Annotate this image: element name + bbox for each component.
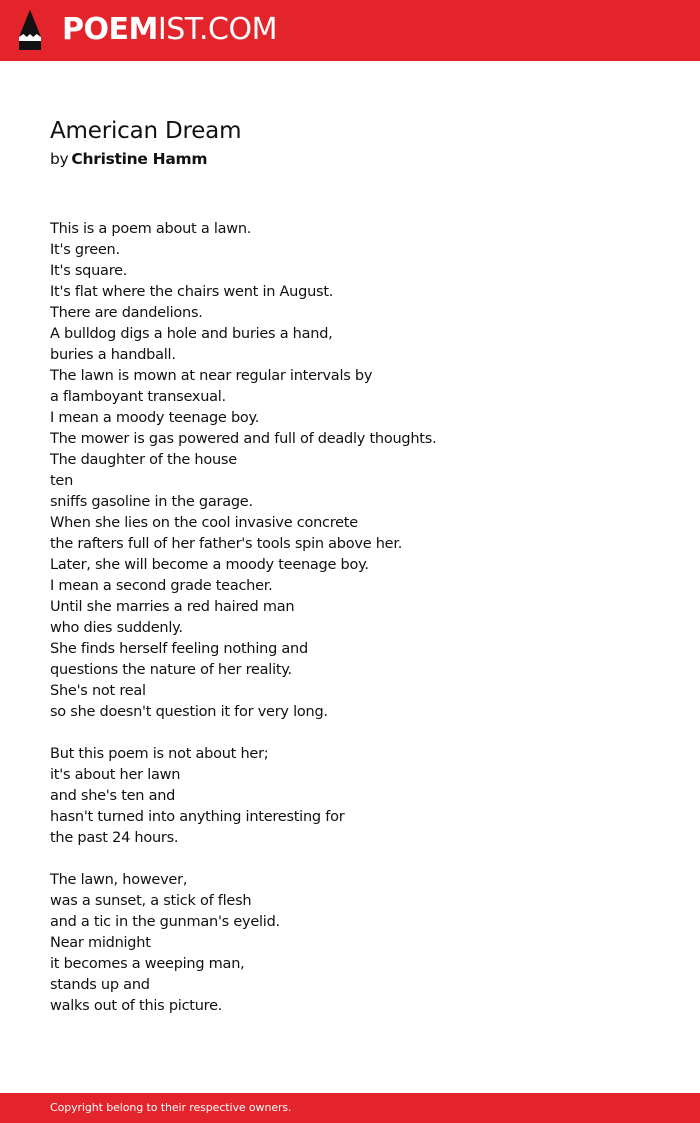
poem-line: The lawn is mown at near regular intervals by [50,368,373,384]
poem-line: questions the nature of her reality. [50,662,292,678]
poem-line: and a tic in the gunman's eyelid. [50,914,280,930]
poem-line: hasn't turned into anything interesting for [50,809,345,825]
poem-line: She finds herself feeling nothing and [50,641,308,657]
poem-line: I mean a moody teenage boy. [50,410,260,426]
poem-line: Later, she will become a moody teenage boy. [50,557,369,573]
poem-line: the rafters full of her father's tools spin above her. [50,536,403,552]
poem-line: sniffs gasoline in the garage. [50,494,253,510]
poem-line: a flamboyant transexual. [50,389,226,405]
poem-stanza [50,219,650,723]
poem-line: was a sunset, a stick of flesh [50,893,252,909]
poem-line: Until she marries a red haired man [50,599,295,615]
poem-line: It's flat where the chairs went in August. [50,284,334,300]
poem-line: Near midnight [50,935,151,951]
copyright-text: Copyright belong to their respective owners. [50,1101,292,1114]
poem-line: She's not real [50,683,146,699]
pencil-tip-icon[interactable] [18,9,42,51]
poem-line: A bulldog digs a hole and buries a hand, [50,326,333,342]
poem-stanza [50,870,650,1017]
logo-bold-text: POEM [62,12,158,47]
poem-line: There are dandelions. [50,305,203,321]
poem-line: it becomes a weeping man, [50,956,245,972]
site-header [0,0,700,61]
logo-light-text: IST.COM [157,12,277,47]
author-name: Christine Hamm [71,150,208,168]
poem-line: buries a handball. [50,347,176,363]
poem-stanza [50,744,650,849]
poem-line: But this poem is not about her; [50,746,269,762]
poem-line: I mean a second grade teacher. [50,578,273,594]
poem-line: This is a poem about a lawn. [50,221,252,237]
poem-line: walks out of this picture. [50,998,223,1014]
site-footer [0,1093,700,1123]
poem-line: When she lies on the cool invasive concrete [50,515,358,531]
poem-line: so she doesn't question it for very long. [50,704,328,720]
poem-line: ten [50,473,74,489]
poem-line: The lawn, however, [50,872,188,888]
poem-line: who dies suddenly. [50,620,183,636]
poem-line: It's green. [50,242,120,258]
poem-line: It's square. [50,263,128,279]
poem-line: The mower is gas powered and full of deadly thoughts. [50,431,437,447]
site-logo[interactable] [62,13,277,47]
poem-line: The daughter of the house [50,452,237,468]
poem-line: stands up and [50,977,150,993]
by-label: by [50,150,69,168]
poem-line: and she's ten and [50,788,176,804]
poem-title: American Dream [50,118,242,144]
poem-line: the past 24 hours. [50,830,179,846]
poem-line: it's about her lawn [50,767,181,783]
byline [50,149,207,169]
poem-body [50,219,650,1038]
